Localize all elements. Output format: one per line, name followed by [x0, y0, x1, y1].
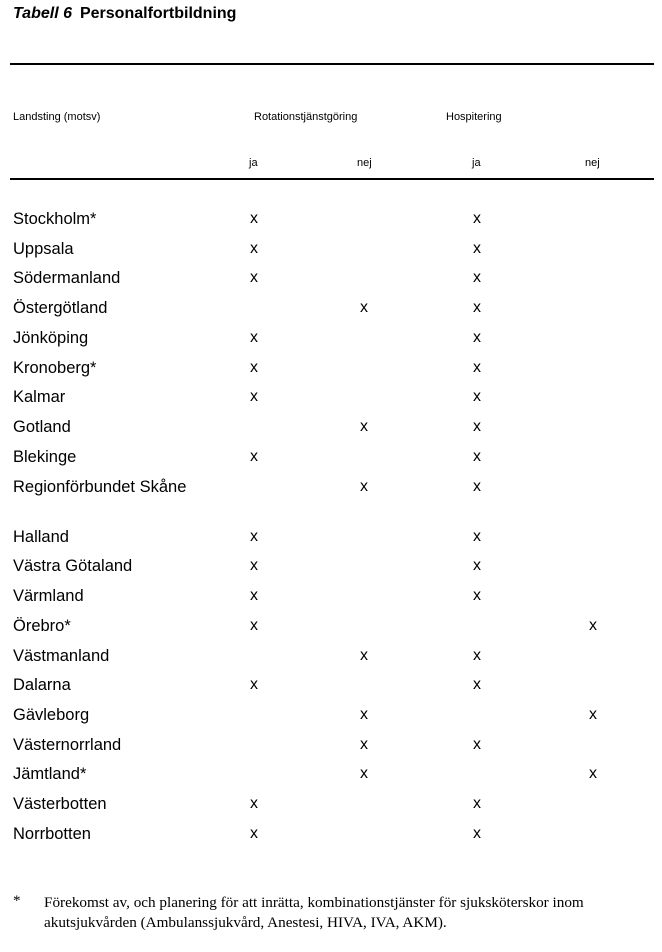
row-mark: x	[473, 676, 481, 693]
row-label: Regionförbundet Skåne	[13, 478, 187, 496]
row-label: Halland	[13, 528, 69, 546]
row-mark: x	[360, 478, 368, 495]
row-mark: x	[473, 557, 481, 574]
table-title-text: Personalfortbildning	[79, 5, 237, 22]
row-mark: x	[473, 647, 481, 664]
row-mark: x	[473, 329, 481, 346]
subheader-rotation-ja: ja	[249, 157, 258, 169]
row-label: Södermanland	[13, 269, 121, 287]
row-mark: x	[250, 359, 258, 376]
row-mark: x	[360, 736, 368, 753]
subheader-hospitering-nej: nej	[585, 157, 600, 169]
footnote-symbol: *	[13, 893, 21, 909]
row-mark: x	[473, 269, 481, 286]
row-label: Östergötland	[13, 299, 108, 317]
footnote-text: Förekomst av, och planering för att inrätta, kombinationstjänster för sjuksköterskor inom akutsjukvården (Ambulanssjukvård, Anestesi, HIVA, IVA, AKM).	[44, 894, 584, 931]
row-label: Västerbotten	[13, 795, 107, 813]
row-mark: x	[250, 587, 258, 604]
row-mark: x	[473, 587, 481, 604]
row-mark: x	[250, 528, 258, 545]
header-region: Landsting (motsv)	[13, 111, 101, 123]
row-mark: x	[473, 418, 481, 435]
row-label: Västernorrland	[13, 736, 122, 754]
row-label: Gävleborg	[13, 706, 90, 724]
header-rotationstjanstgoring: Rotationstjänstgöring	[254, 111, 358, 123]
top-rule	[10, 63, 654, 65]
table-title	[13, 5, 236, 23]
row-label: Västmanland	[13, 647, 110, 665]
row-label: Kalmar	[13, 388, 66, 406]
header-rule	[10, 178, 654, 180]
row-mark: x	[250, 388, 258, 405]
row-mark: x	[250, 448, 258, 465]
row-mark: x	[250, 269, 258, 286]
row-mark: x	[360, 765, 368, 782]
row-mark: x	[473, 825, 481, 842]
row-mark: x	[473, 299, 481, 316]
row-mark: x	[250, 240, 258, 257]
row-label: Dalarna	[13, 676, 71, 694]
row-mark: x	[250, 617, 258, 634]
row-mark: x	[360, 647, 368, 664]
row-mark: x	[473, 795, 481, 812]
row-label: Gotland	[13, 418, 71, 436]
row-mark: x	[473, 240, 481, 257]
row-label: Jönköping	[13, 329, 89, 347]
row-mark: x	[360, 706, 368, 723]
row-mark: x	[250, 825, 258, 842]
row-mark: x	[589, 617, 597, 634]
row-mark: x	[250, 557, 258, 574]
row-label: Norrbotten	[13, 825, 91, 843]
row-label: Uppsala	[13, 240, 74, 258]
row-mark: x	[250, 210, 258, 227]
row-mark: x	[589, 706, 597, 723]
subheader-rotation-nej: nej	[357, 157, 372, 169]
row-mark: x	[473, 448, 481, 465]
row-label: Stockholm*	[13, 210, 97, 228]
row-label: Örebro*	[13, 617, 71, 635]
row-label: Västra Götaland	[13, 557, 133, 575]
row-label: Värmland	[13, 587, 84, 605]
row-label: Kronoberg*	[13, 359, 97, 377]
row-mark: x	[473, 359, 481, 376]
row-mark: x	[250, 676, 258, 693]
row-mark: x	[360, 418, 368, 435]
row-mark: x	[473, 528, 481, 545]
row-mark: x	[250, 795, 258, 812]
row-mark: x	[473, 210, 481, 227]
row-mark: x	[589, 765, 597, 782]
row-label: Jämtland*	[13, 765, 87, 783]
table-number: Tabell 6	[13, 5, 72, 22]
row-mark: x	[360, 299, 368, 316]
header-hospitering: Hospitering	[446, 111, 502, 123]
row-mark: x	[473, 736, 481, 753]
row-label: Blekinge	[13, 448, 77, 466]
row-mark: x	[473, 478, 481, 495]
row-mark: x	[473, 388, 481, 405]
subheader-hospitering-ja: ja	[472, 157, 481, 169]
row-mark: x	[250, 329, 258, 346]
